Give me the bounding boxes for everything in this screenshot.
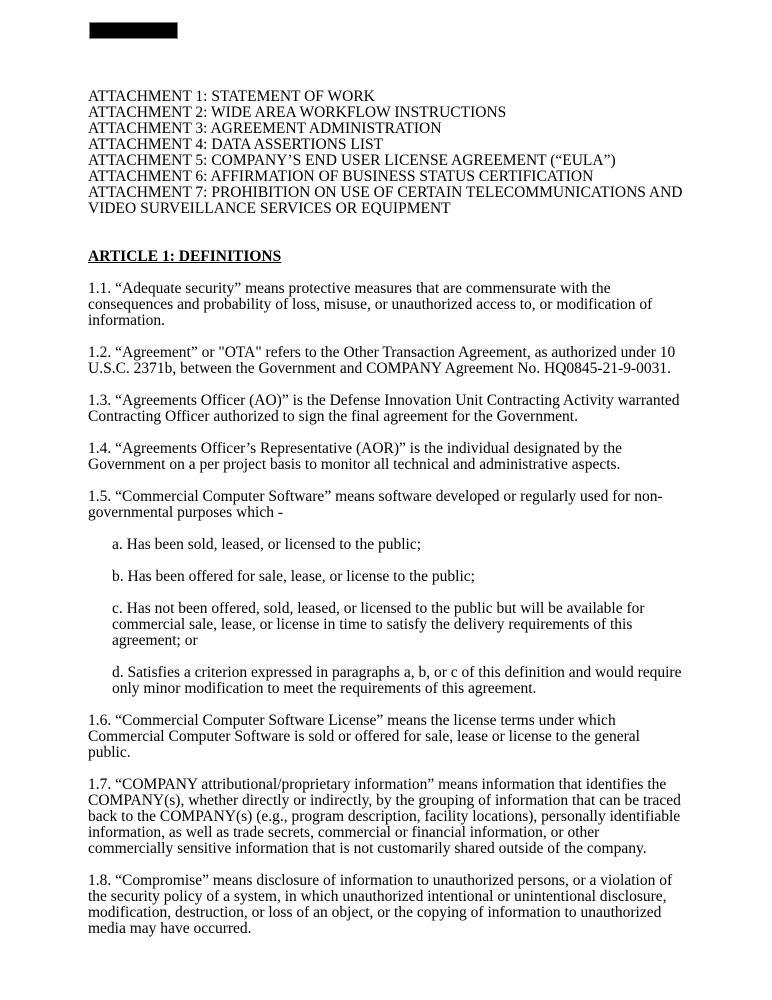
- attachment-item: ATTACHMENT 4: DATA ASSERTIONS LIST: [88, 136, 384, 153]
- attachment-item: ATTACHMENT 5: COMPANY’S END USER LICENSE AGREEMENT (“EULA”): [88, 152, 616, 169]
- definition-1-5-subitem-a: a. Has been sold, leased, or licensed to the public;: [112, 536, 422, 553]
- definition-1-8: 1.8. “Compromise” means disclosure of information to unauthorized persons, or a violation of the security policy of a system, in which unauthorized intentional or unintentional disclosure, modification, destruction, or loss of an object, or the copying of information to unauthorized media may have occurred.: [88, 872, 673, 937]
- attachment-item: ATTACHMENT 3: AGREEMENT ADMINISTRATION: [88, 120, 442, 137]
- redaction-box: [89, 22, 178, 39]
- definition-1-5-subitem-b: b. Has been offered for sale, lease, or license to the public;: [112, 568, 475, 585]
- attachment-item: ATTACHMENT 1: STATEMENT OF WORK: [88, 88, 375, 105]
- definition-1-3: 1.3. “Agreements Officer (AO)” is the Defense Innovation Unit Contracting Activity warranted Contracting Officer authorized to sign the final agreement for the Government.: [88, 392, 680, 425]
- definition-1-2: 1.2. “Agreement” or "OTA" refers to the Other Transaction Agreement, as authorized under 10 U.S.C. 2371b, between the Government and COMPANY Agreement No. HQ0845-21-9-0031.: [88, 344, 676, 377]
- definition-1-6: 1.6. “Commercial Computer Software License” means the license terms under which Commercial Computer Software is sold or offered for sale, lease or license to the general public.: [88, 712, 640, 761]
- attachment-item: ATTACHMENT 7: PROHIBITION ON USE OF CERTAIN TELECOMMUNICATIONS AND VIDEO SURVEILLANCE SERVICES OR EQUIPMENT: [88, 184, 683, 217]
- definition-1-4: 1.4. “Agreements Officer’s Representative (AOR)” is the individual designated by the Government on a per project basis to monitor all technical and administrative aspects.: [88, 440, 623, 473]
- definition-1-5-subitem-c: c. Has not been offered, sold, leased, or licensed to the public but will be available for commercial sale, lease, or license in time to satisfy the delivery requirements of this agreement; or: [112, 600, 645, 649]
- attachment-item: ATTACHMENT 2: WIDE AREA WORKFLOW INSTRUCTIONS: [88, 104, 507, 121]
- document-content: [88, 89, 685, 953]
- attachment-item: ATTACHMENT 6: AFFIRMATION OF BUSINESS STATUS CERTIFICATION: [88, 168, 594, 185]
- definition-1-5-subitem-d: d. Satisfies a criterion expressed in paragraphs a, b, or c of this definition and would require only minor modification to meet the requirements of this agreement.: [112, 664, 682, 697]
- definition-1-5: 1.5. “Commercial Computer Software” means software developed or regularly used for non-governmental purposes which -: [88, 488, 663, 521]
- article-heading: ARTICLE 1: DEFINITIONS: [88, 248, 282, 265]
- attachment-list: [88, 89, 685, 217]
- definition-1-1: 1.1. “Adequate security” means protective measures that are commensurate with the consequences and probability of loss, misuse, or unauthorized access to, or modification of information.: [88, 280, 653, 329]
- definition-1-7: 1.7. “COMPANY attributional/proprietary information” means information that identifies the COMPANY(s), whether directly or indirectly, by the grouping of information that can be traced back to the COMPANY(s) (e.g., program description, facility locations), personally identifiable information, as well as trade secrets, commercial or financial information, or other commercially sensitive information that is not customarily shared outside of the company.: [88, 776, 681, 857]
